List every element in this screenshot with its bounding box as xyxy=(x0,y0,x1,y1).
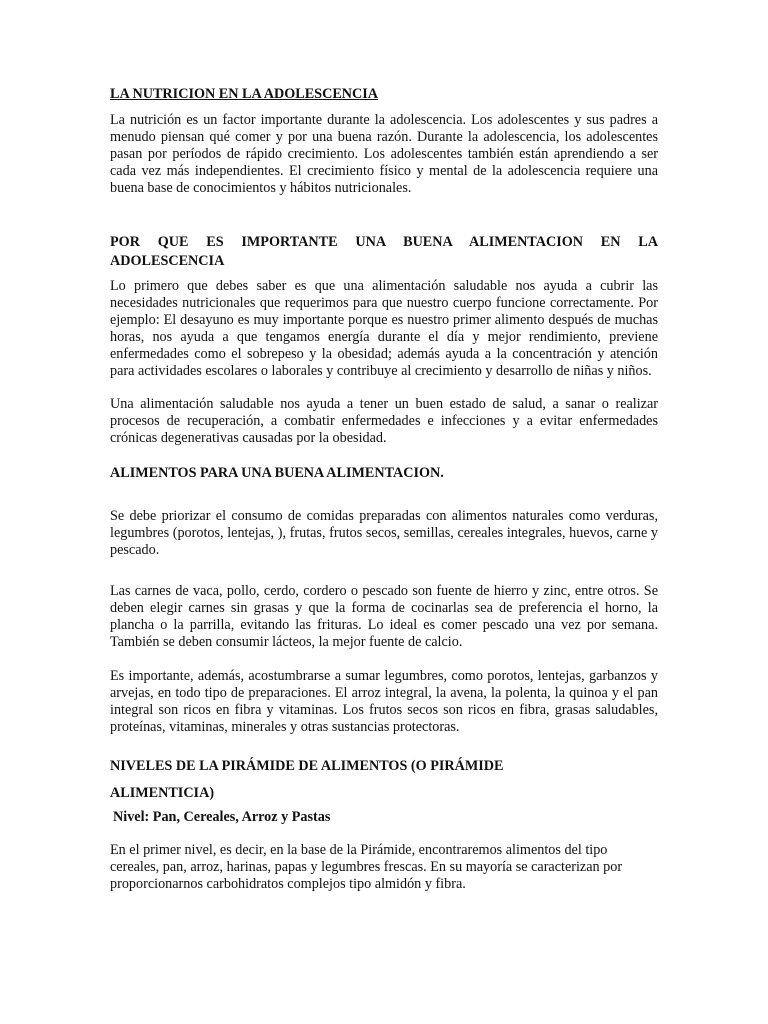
foods-paragraph-2: Las carnes de vaca, pollo, cerdo, cordero o pescado son fuente de hierro y zinc, entre otros. Se deben elegir carnes sin grasas y que la forma de cocinarlas sea de preferencia el horno, la plancha o la parrilla, evitando las frituras. Lo ideal es comer pescado una vez por semana. También se deben consumir lácteos, la mejor fuente de calcio. xyxy=(110,583,658,650)
importance-heading: POR QUE ES IMPORTANTE UNA BUENA ALIMENTACION EN LA ADOLESCENCIA xyxy=(110,234,658,269)
pyramid-paragraph-1: En el primer nivel, es decir, en la base de la Pirámide, encontraremos alimentos del tipo cereales, pan, arroz, harinas, papas y legumbres frescas. En su mayoría se caracterizan por proporcionarnos carbohidratos complejos tipo almidón y fibra. xyxy=(110,842,623,892)
pyramid-heading: NIVELES DE LA PIRÁMIDE DE ALIMENTOS (O PIRÁMIDE ALIMENTICIA) xyxy=(110,758,504,801)
intro-paragraph: La nutrición es un factor importante durante la adolescencia. Los adolescentes y sus padres a menudo piensan qué comer y por una buena razón. Durante la adolescencia, los adolescentes pasan por períodos de rápido crecimiento. Los adolescentes también están aprendiendo a ser cada vez más independientes. El crecimiento físico y mental de la adolescencia requiere una buena base de conocimientos y hábitos nutricionales. xyxy=(110,112,658,196)
importance-paragraph-2: Una alimentación saludable nos ayuda a tener un buen estado de salud, a sanar o realizar procesos de recuperación, a combatir enfermedades e infecciones y a evitar enfermedades crónicas degenerativas causadas por la obesidad. xyxy=(110,396,658,446)
document-title: LA NUTRICION EN LA ADOLESCENCIA xyxy=(110,86,379,102)
document-page xyxy=(110,86,658,893)
foods-heading: ALIMENTOS PARA UNA BUENA ALIMENTACION. xyxy=(110,465,444,481)
importance-paragraph-1: Lo primero que debes saber es que una alimentación saludable nos ayuda a cubrir las necesidades nutricionales que requerimos para que nuestro cuerpo funcione correctamente. Por ejemplo: El desayuno es muy importante porque es nuestro primer alimento después de muchas horas, nos ayuda a que tengamos energía durante el día y mejor rendimiento, previene enfermedades como el sobrepeso y la obesidad; además ayuda a la concentración y atención para actividades escolares o laborales y contribuye al crecimiento y desarrollo de niñas y niños. xyxy=(110,278,658,379)
foods-paragraph-3: Es importante, además, acostumbrarse a sumar legumbres, como porotos, lentejas, garbanzos y arvejas, en todo tipo de preparaciones. El arroz integral, la avena, la polenta, la quinoa y el pan integral son ricos en fibra y vitaminas. Los frutos secos son ricos en fibra, grasas saludables, proteínas, vitaminas, minerales y otras sustancias protectoras. xyxy=(110,668,658,735)
pyramid-subheading: Nivel: Pan, Cereales, Arroz y Pastas xyxy=(113,809,331,825)
foods-paragraph-1: Se debe priorizar el consumo de comidas preparadas con alimentos naturales como verduras, legumbres (porotos, lentejas, ), frutas, frutos secos, semillas, cereales integrales, huevos, carne y pescado. xyxy=(110,508,658,558)
